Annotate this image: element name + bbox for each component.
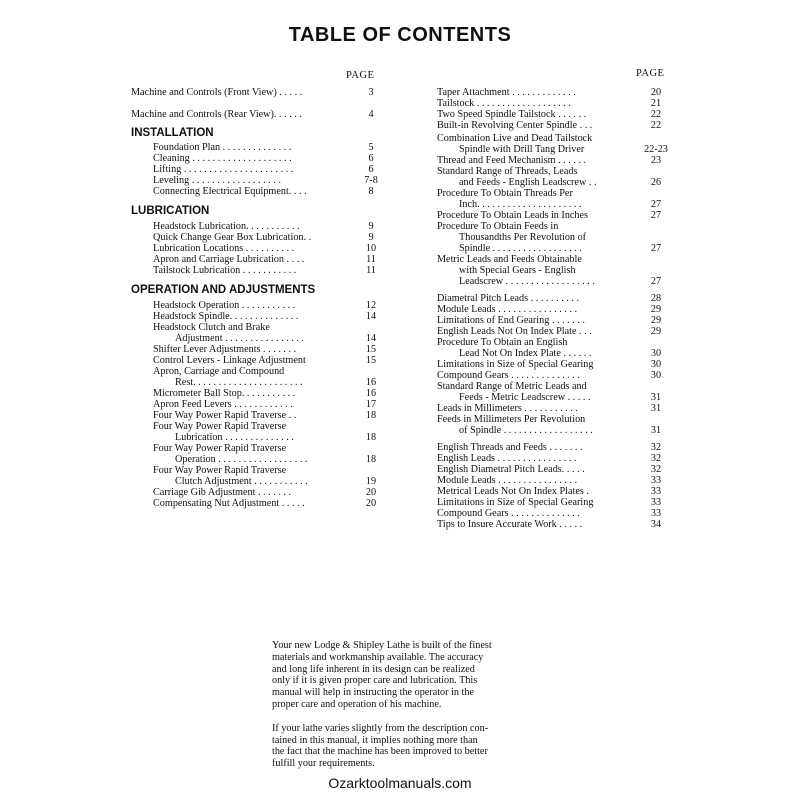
toc-entry-title: Module Leads . . . . . . . . . . . . . . . .	[437, 475, 578, 486]
toc-entry	[131, 175, 376, 186]
toc-entry-title: Leadscrew . . . . . . . . . . . . . . . . . .	[459, 276, 595, 287]
toc-entry-page: 30	[650, 359, 662, 370]
toc-entry	[131, 432, 376, 443]
toc-entry	[437, 133, 667, 144]
toc-entry	[131, 265, 376, 276]
toc-entry-page: 7-8	[364, 175, 378, 186]
toc-entry	[131, 109, 376, 120]
toc-entry-title: Adjustment . . . . . . . . . . . . . . . .	[175, 333, 305, 344]
toc-entry-page: 6	[368, 153, 374, 164]
toc-entry-page: 10	[365, 243, 377, 254]
toc-entry-title: of Spindle . . . . . . . . . . . . . . . . . .	[459, 425, 593, 436]
toc-entry-page: 15	[365, 355, 377, 366]
intro-paragraph-1: Your new Lodge & Shipley Lathe is built of the finest materials and workmanship available. The accuracy and long life inherent in its design can be realized only if it is given proper care and lubrication. This manual will help in instructing the operator in the proper care and operation of his machine.	[272, 640, 492, 710]
toc-entry-page: 19	[365, 476, 377, 487]
toc-entry-page: 11	[366, 265, 376, 276]
toc-entry-title: Diametral Pitch Leads . . . . . . . . . .	[437, 293, 580, 304]
toc-entry	[131, 232, 376, 243]
toc-entry	[131, 476, 376, 487]
toc-entry	[437, 144, 667, 155]
toc-entry-title: Spindle . . . . . . . . . . . . . . . . . .	[459, 243, 582, 254]
toc-entry	[437, 326, 667, 337]
toc-entry	[437, 392, 667, 403]
toc-entry-title: Thousandths Per Revolution of	[459, 232, 587, 243]
toc-entry-page: 4	[368, 109, 374, 120]
toc-entry	[437, 293, 667, 304]
toc-entry-title: Two Speed Spindle Tailstock . . . . . .	[437, 109, 587, 120]
toc-entry	[437, 155, 667, 166]
toc-entry-title: Spindle with Drill Tang Driver	[459, 144, 585, 155]
toc-entry	[437, 199, 667, 210]
toc-entry-page: 27	[650, 243, 662, 254]
toc-entry-title: Lubrication . . . . . . . . . . . . . .	[175, 432, 294, 443]
toc-entry-page: 16	[365, 388, 377, 399]
toc-entry-page: 8	[368, 186, 374, 197]
toc-entry-page: 33	[650, 497, 662, 508]
toc-entry	[131, 443, 376, 454]
toc-entry-title: Compound Gears . . . . . . . . . . . . . .	[437, 370, 580, 381]
toc-entry	[437, 166, 667, 177]
toc-entry-page: 32	[650, 442, 662, 453]
toc-entry-title: Carriage Gib Adjustment . . . . . . .	[153, 487, 292, 498]
toc-entry	[437, 519, 667, 530]
toc-entry-title: Control Levers - Linkage Adjustment	[153, 355, 306, 366]
footer-website: Ozarktoolmanuals.com	[328, 775, 472, 791]
toc-entry	[131, 410, 376, 421]
intro-paragraph-2: If your lathe varies slightly from the description con- tained in this manual, it implies nothing more than the fact that the machine has been improved to better fulfill your requirements.	[272, 722, 489, 770]
toc-entry-page: 29	[650, 304, 662, 315]
toc-entry	[437, 265, 667, 276]
toc-entry	[131, 243, 376, 254]
toc-entry-title: Limitations of End Gearing . . . . . . .	[437, 315, 585, 326]
toc-entry	[437, 497, 667, 508]
toc-entry-title: English Diametral Pitch Leads. . . . .	[437, 464, 585, 475]
toc-entry-title: Taper Attachment . . . . . . . . . . . . .	[437, 87, 576, 98]
toc-entry	[437, 486, 667, 497]
toc-entry-page: 17	[365, 399, 377, 410]
toc-entry-title: Procedure To Obtain Leads in Inches	[437, 210, 589, 221]
toc-entry-title: English Leads . . . . . . . . . . . . . . . .	[437, 453, 577, 464]
toc-entry-page: 22	[650, 120, 662, 131]
toc-entry-title: Connecting Electrical Equipment. . . .	[153, 186, 307, 197]
toc-entry-title: Apron Feed Levers . . . . . . . . . . . .	[153, 399, 293, 410]
toc-entry-title: Operation . . . . . . . . . . . . . . . . . .	[175, 454, 308, 465]
toc-entry	[437, 276, 667, 287]
toc-entry-page: 28	[650, 293, 662, 304]
toc-entry-page: 21	[650, 98, 662, 109]
toc-entry-page: 30	[650, 348, 662, 359]
toc-entry-page: 30	[650, 370, 662, 381]
toc-entry	[131, 333, 376, 344]
toc-entry-title: Tailstock Lubrication . . . . . . . . . . .	[153, 265, 297, 276]
section-heading: OPERATION AND ADJUSTMENTS	[131, 284, 316, 296]
toc-entry	[437, 442, 667, 453]
toc-entry-title: Four Way Power Rapid Traverse . .	[153, 410, 297, 421]
toc-entry	[131, 153, 376, 164]
toc-entry-title: Apron and Carriage Lubrication . . . .	[153, 254, 305, 265]
toc-entry	[437, 337, 667, 348]
toc-entry-title: Module Leads . . . . . . . . . . . . . . . .	[437, 304, 578, 315]
toc-entry-page: 9	[368, 221, 374, 232]
toc-entry	[437, 210, 667, 221]
toc-entry	[131, 465, 376, 476]
toc-entry	[437, 315, 667, 326]
toc-entry-title: Limitations in Size of Special Gearing	[437, 359, 594, 370]
toc-entry	[437, 464, 667, 475]
toc-entry-title: Tips to Insure Accurate Work . . . . .	[437, 519, 583, 530]
toc-entry-page: 22-23	[644, 144, 668, 155]
page-title: TABLE OF CONTENTS	[288, 24, 512, 46]
toc-entry-title: Shifter Lever Adjustments . . . . . . .	[153, 344, 297, 355]
toc-entry	[437, 370, 667, 381]
toc-entry	[437, 359, 667, 370]
toc-entry-title: Standard Range of Threads, Leads	[437, 166, 578, 177]
toc-entry-title: Four Way Power Rapid Traverse	[153, 465, 287, 476]
toc-entry	[131, 300, 376, 311]
toc-entry-page: 18	[365, 454, 377, 465]
toc-entry-title: Apron, Carriage and Compound	[153, 366, 285, 377]
right-page-column-header: PAGE	[636, 68, 665, 79]
toc-entry	[437, 475, 667, 486]
toc-entry	[437, 109, 667, 120]
toc-entry	[131, 498, 376, 509]
section-heading: INSTALLATION	[131, 127, 214, 139]
toc-entry-title: Procedure To Obtain an English	[437, 337, 568, 348]
toc-entry	[131, 254, 376, 265]
toc-entry-page: 18	[365, 410, 377, 421]
toc-entry-title: Combination Live and Dead Tailstock	[437, 133, 593, 144]
toc-entry-page: 14	[365, 311, 377, 322]
toc-entry-title: Inch. . . . . . . . . . . . . . . . . . . . .	[459, 199, 582, 210]
toc-entry-title: Four Way Power Rapid Traverse	[153, 443, 287, 454]
toc-entry-title: and Feeds - English Leadscrew . .	[459, 177, 597, 188]
toc-entry-title: Compensating Nut Adjustment . . . . .	[153, 498, 305, 509]
toc-entry-title: Compound Gears . . . . . . . . . . . . . .	[437, 508, 580, 519]
toc-entry-title: Standard Range of Metric Leads and	[437, 381, 587, 392]
toc-entry-title: Procedure To Obtain Threads Per	[437, 188, 573, 199]
toc-entry	[131, 164, 376, 175]
section-heading: LUBRICATION	[131, 205, 210, 217]
toc-entry	[131, 421, 376, 432]
toc-entry-title: Foundation Plan . . . . . . . . . . . . . .	[153, 142, 292, 153]
toc-entry	[437, 508, 667, 519]
toc-entry	[131, 322, 376, 333]
toc-entry	[437, 177, 667, 188]
toc-entry-page: 15	[365, 344, 377, 355]
toc-entry	[131, 311, 376, 322]
toc-entry-page: 33	[650, 508, 662, 519]
toc-entry-page: 31	[650, 425, 662, 436]
toc-entry-page: 33	[650, 475, 662, 486]
toc-entry-page: 31	[650, 392, 662, 403]
toc-entry-page: 11	[366, 254, 376, 265]
toc-entry-title: Headstock Operation . . . . . . . . . . .	[153, 300, 296, 311]
toc-entry	[437, 254, 667, 265]
toc-entry-title: Metric Leads and Feeds Obtainable	[437, 254, 582, 265]
toc-entry-page: 32	[650, 464, 662, 475]
toc-entry-page: 18	[365, 432, 377, 443]
toc-entry-page: 23	[650, 155, 662, 166]
toc-entry-page: 20	[365, 487, 377, 498]
toc-entry-page: 5	[368, 142, 374, 153]
toc-entry-title: Machine and Controls (Rear View). . . . . .	[131, 109, 302, 120]
toc-entry	[131, 487, 376, 498]
toc-entry-title: Thread and Feed Mechanism . . . . . .	[437, 155, 587, 166]
toc-entry	[131, 377, 376, 388]
toc-entry-page: 6	[368, 164, 374, 175]
toc-entry-title: with Special Gears - English	[459, 265, 576, 276]
toc-entry-title: Procedure To Obtain Feeds in	[437, 221, 559, 232]
toc-entry-title: Limitations in Size of Special Gearing	[437, 497, 594, 508]
toc-entry	[437, 188, 667, 199]
toc-entry	[437, 381, 667, 392]
toc-entry	[131, 87, 376, 98]
toc-entry-title: Headstock Lubrication. . . . . . . . . . .	[153, 221, 300, 232]
toc-entry-title: Leveling . . . . . . . . . . . . . . . . . .	[153, 175, 281, 186]
toc-entry	[131, 221, 376, 232]
toc-entry-title: Quick Change Gear Box Lubrication. .	[153, 232, 312, 243]
toc-entry-page: 12	[365, 300, 377, 311]
toc-entry-page: 20	[650, 87, 662, 98]
toc-entry-title: Headstock Spindle. . . . . . . . . . . . . .	[153, 311, 299, 322]
toc-entry	[437, 348, 667, 359]
toc-entry-title: Built-in Revolving Center Spindle . . .	[437, 120, 593, 131]
toc-entry-title: Machine and Controls (Front View) . . . . .	[131, 87, 303, 98]
toc-entry-page: 31	[650, 403, 662, 414]
toc-entry-page: 27	[650, 199, 662, 210]
toc-entry	[437, 403, 667, 414]
toc-entry-page: 16	[365, 377, 377, 388]
right-toc-column	[437, 87, 667, 530]
toc-entry-page: 32	[650, 453, 662, 464]
toc-entry-page: 9	[368, 232, 374, 243]
toc-entry-page: 20	[365, 498, 377, 509]
toc-entry	[437, 453, 667, 464]
toc-entry	[131, 366, 376, 377]
toc-entry-title: Four Way Power Rapid Traverse	[153, 421, 287, 432]
left-toc-column	[131, 87, 376, 509]
toc-entry-title: Rest. . . . . . . . . . . . . . . . . . . . . .	[175, 377, 303, 388]
toc-entry-page: 3	[368, 87, 374, 98]
intro-text-block	[272, 640, 540, 770]
toc-entry-page: 26	[650, 177, 662, 188]
toc-entry-page: 27	[650, 276, 662, 287]
toc-entry	[437, 87, 667, 98]
toc-entry-page: 27	[650, 210, 662, 221]
toc-entry	[437, 221, 667, 232]
left-page-column-header: PAGE	[346, 70, 375, 81]
toc-entry-page: 29	[650, 315, 662, 326]
toc-entry-title: English Leads Not On Index Plate . . .	[437, 326, 592, 337]
toc-entry-title: Metrical Leads Not On Index Plates .	[437, 486, 589, 497]
toc-entry-title: Headstock Clutch and Brake	[153, 322, 270, 333]
toc-entry-title: Lead Not On Index Plate . . . . . .	[459, 348, 592, 359]
toc-entry-title: Clutch Adjustment . . . . . . . . . . .	[175, 476, 308, 487]
toc-entry	[131, 454, 376, 465]
toc-entry	[437, 232, 667, 243]
toc-entry-title: Cleaning . . . . . . . . . . . . . . . . . . . .	[153, 153, 292, 164]
toc-entry-page: 29	[650, 326, 662, 337]
toc-entry-title: English Threads and Feeds . . . . . . .	[437, 442, 583, 453]
toc-entry	[437, 120, 667, 131]
toc-entry-title: Feeds in Millimeters Per Revolution	[437, 414, 586, 425]
toc-entry-page: 34	[650, 519, 662, 530]
toc-entry	[131, 142, 376, 153]
toc-entry	[437, 425, 667, 436]
toc-entry-title: Micrometer Ball Stop. . . . . . . . . . .	[153, 388, 296, 399]
toc-entry	[437, 98, 667, 109]
toc-entry	[131, 388, 376, 399]
toc-entry-title: Feeds - Metric Leadscrew . . . . .	[459, 392, 591, 403]
toc-entry-title: Leads in Millimeters . . . . . . . . . . .	[437, 403, 578, 414]
toc-entry-page: 33	[650, 486, 662, 497]
toc-entry	[437, 304, 667, 315]
toc-entry	[131, 399, 376, 410]
toc-entry-page: 22	[650, 109, 662, 120]
toc-entry	[131, 355, 376, 366]
toc-entry-title: Tailstock . . . . . . . . . . . . . . . . . . .	[437, 98, 571, 109]
toc-entry-title: Lifting . . . . . . . . . . . . . . . . . . . . . .	[153, 164, 294, 175]
toc-entry	[131, 344, 376, 355]
toc-entry	[131, 186, 376, 197]
toc-entry	[437, 243, 667, 254]
toc-entry	[437, 414, 667, 425]
toc-entry-page: 14	[365, 333, 377, 344]
toc-entry-title: Lubrication Locations . . . . . . . . . .	[153, 243, 295, 254]
